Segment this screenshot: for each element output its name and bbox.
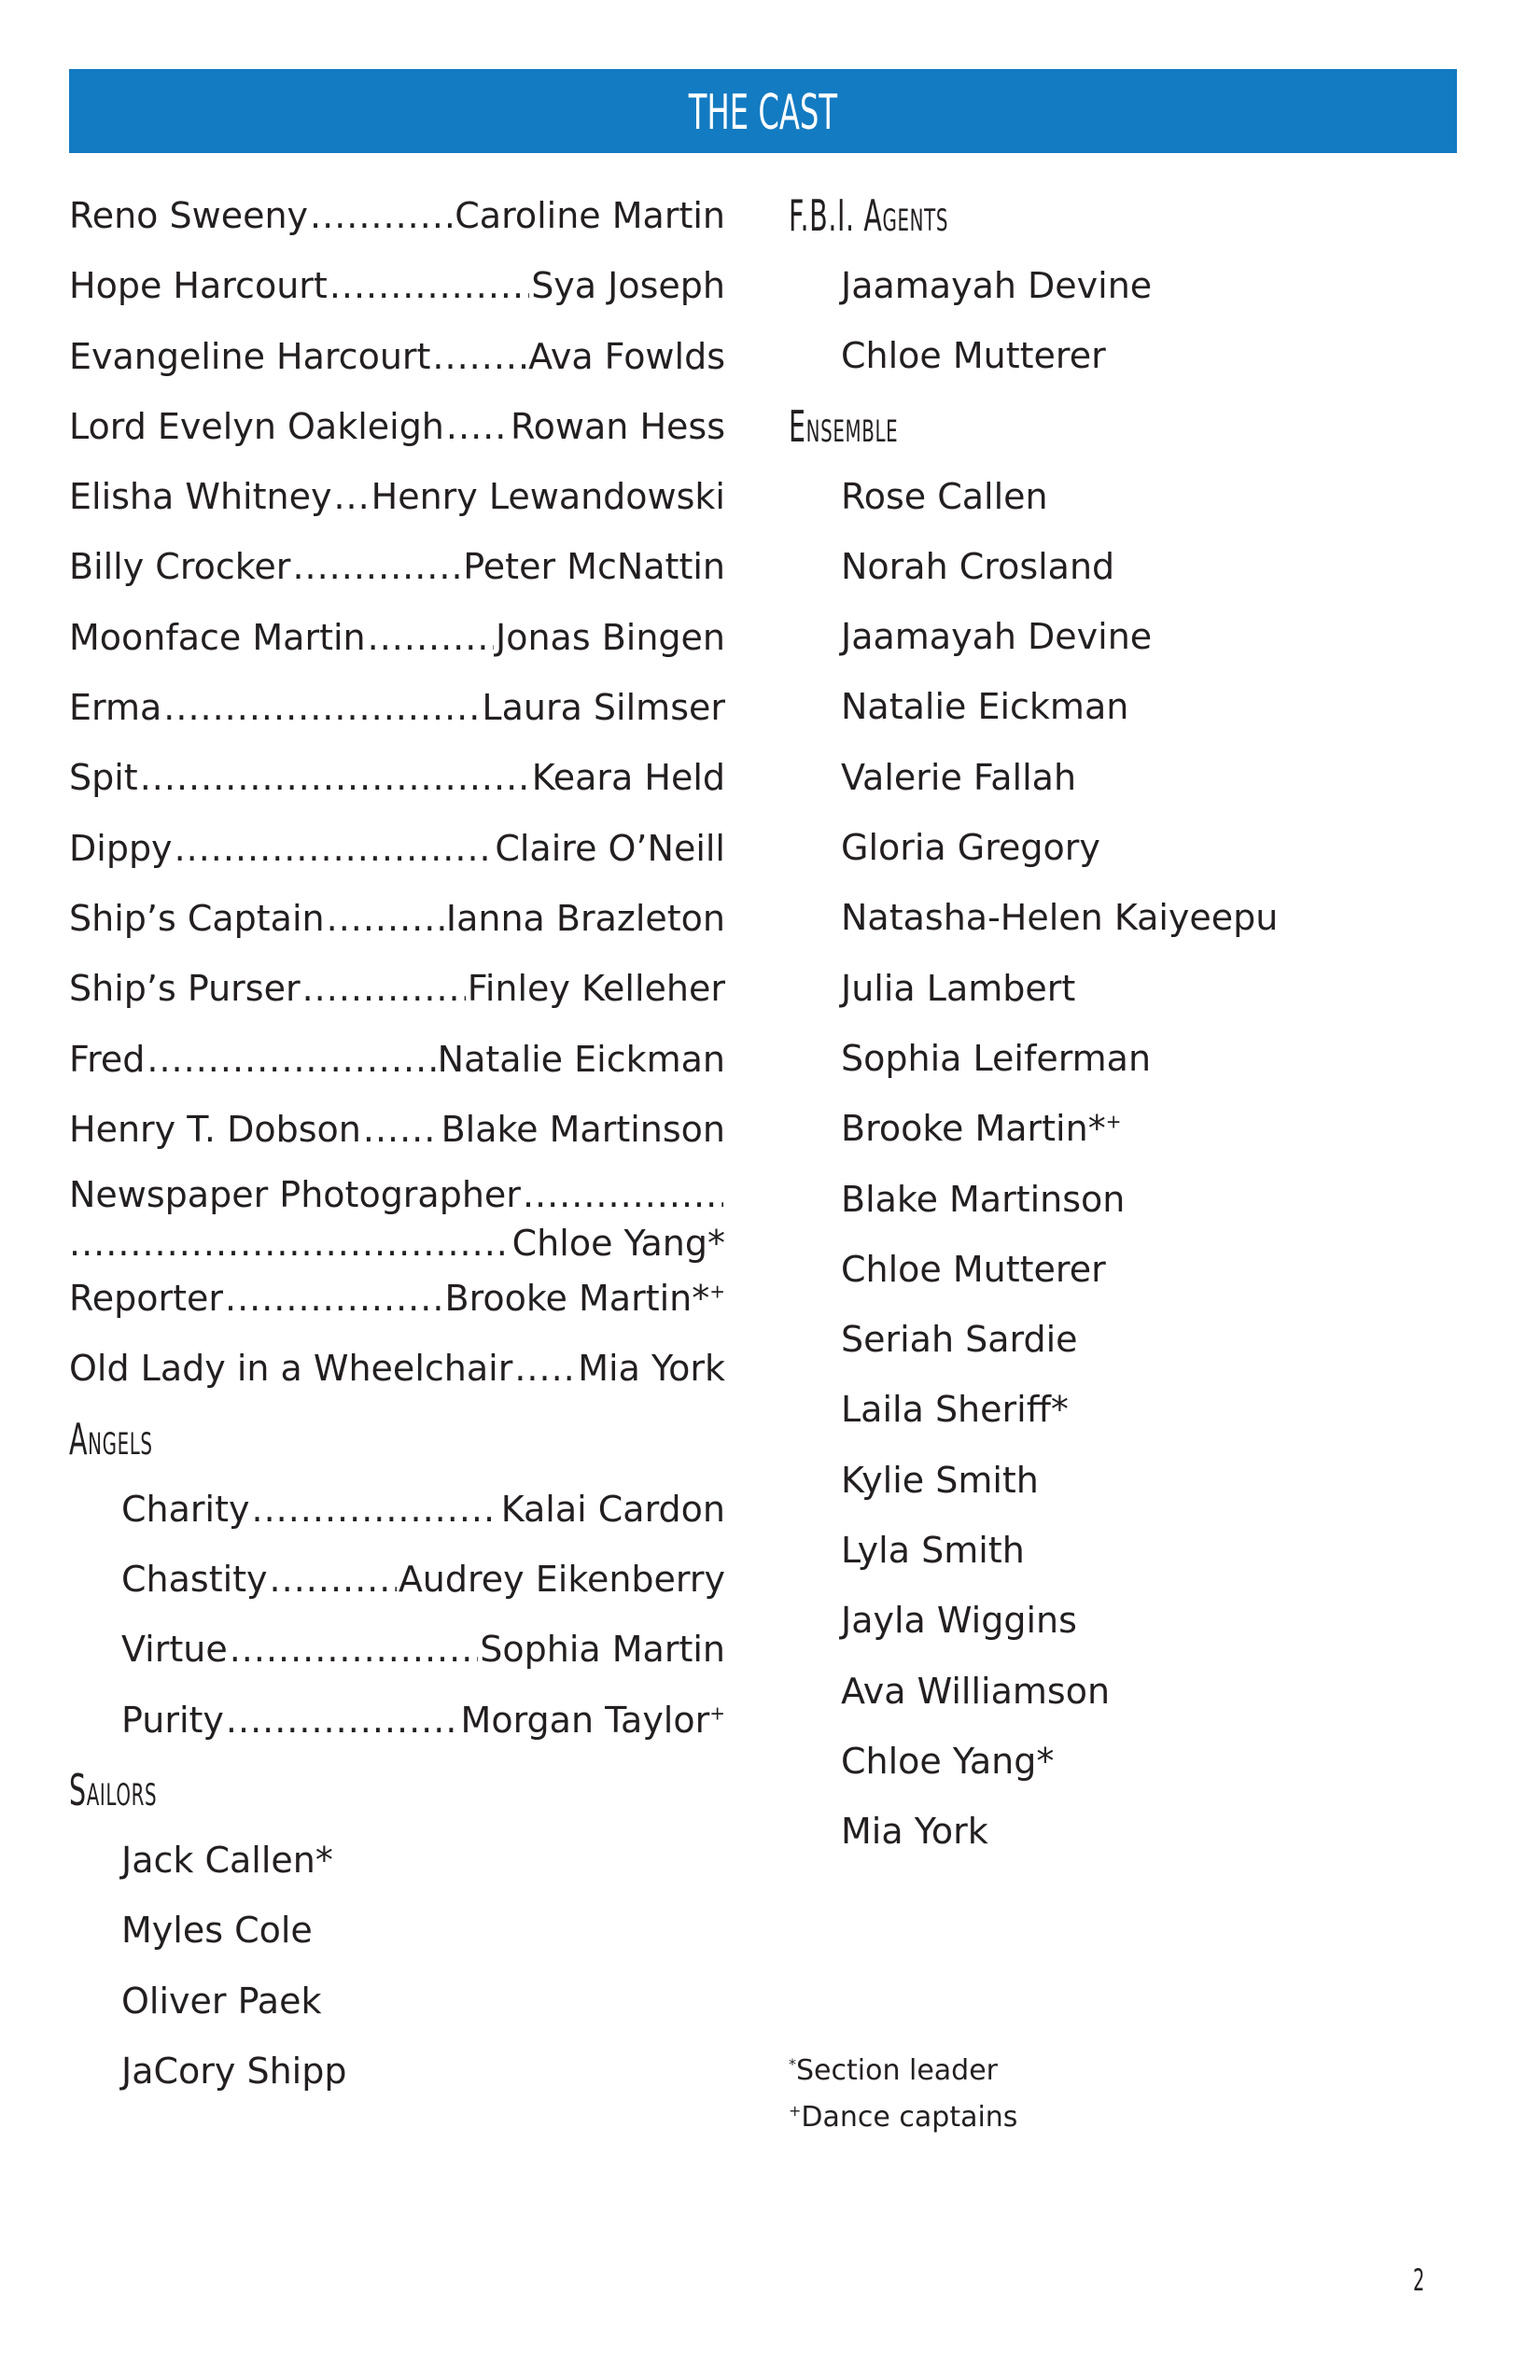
role-name: Old Lady in a Wheelchair [69, 1348, 513, 1390]
cast-row [69, 1339, 725, 1409]
dance-captain-mark: + [709, 1701, 725, 1724]
role-name: Ship’s Purser [69, 968, 301, 1010]
actor-name: Ava Fowlds [528, 335, 725, 377]
dot-leader [310, 187, 453, 245]
cast-row [69, 257, 725, 327]
dot-leader [523, 1170, 723, 1219]
actor-name: Peter McNattin [463, 546, 725, 588]
cast-title-banner [69, 69, 1457, 153]
section-heading-fbi-agents: F.B.I. Agents [789, 190, 949, 241]
cast-row [69, 889, 725, 959]
cast-row [69, 1269, 725, 1339]
footnotes [789, 2044, 1017, 2137]
dot-leader [292, 538, 461, 595]
member-name: Mia York [841, 1811, 988, 1853]
member-name: Myles Cole [121, 1910, 313, 1952]
dance-captain-mark: + [1105, 1110, 1122, 1133]
member-name: Blake Martinson [841, 1178, 1126, 1220]
actor-name: Audrey Eikenberry [398, 1559, 725, 1601]
actor-name: Laura Silmser [482, 687, 725, 729]
cast-row [69, 187, 725, 257]
member-name: Sophia Leiferman [841, 1037, 1152, 1079]
actor-name: Chloe Yang* [511, 1223, 725, 1265]
cast-row [69, 1030, 725, 1100]
actor-name: Kalai Cardon [500, 1488, 725, 1530]
role-name: Henry T. Dobson [69, 1108, 361, 1150]
dot-leader [302, 959, 466, 1017]
cast-row [69, 819, 725, 889]
dance-captain-mark: + [709, 1280, 725, 1303]
role-name: Reporter [69, 1278, 223, 1320]
actor-name: Keara Held [531, 757, 725, 799]
actor-name: Ianna Brazleton [445, 897, 725, 939]
member-name: Laila Sheriff* [841, 1389, 1069, 1431]
role-name: Ship’s Captain [69, 897, 325, 939]
dot-leader [327, 889, 444, 947]
section-heading-angels: Angels [69, 1413, 153, 1464]
footnote-text: Section leader [796, 2054, 999, 2087]
role-name: Erma [69, 687, 162, 729]
member-name: JaCory Shipp [121, 2050, 347, 2092]
member-name: Brooke Martin*+ [841, 1108, 1122, 1150]
sailors-list [69, 1831, 725, 2112]
footnote-mark: + [789, 2102, 802, 2120]
member-name: Rose Callen [841, 475, 1048, 517]
actor-name: Jonas Bingen [496, 616, 725, 658]
role-name: Chastity [121, 1559, 268, 1601]
member-name: Gloria Gregory [841, 827, 1100, 869]
actor-name: Rowan Hess [510, 405, 725, 447]
member-name: Seriah Sardie [841, 1319, 1078, 1361]
cast-row [69, 1691, 725, 1761]
footnote-text: Dance captains [801, 2101, 1018, 2134]
role-name: Charity [121, 1488, 250, 1530]
member-name: Chloe Mutterer [841, 335, 1106, 377]
role-name: Moonface Martin [69, 616, 366, 658]
cast-row [69, 959, 725, 1029]
dot-leader [446, 398, 509, 455]
dot-leader [163, 679, 480, 736]
role-name: Evangeline Harcourt [69, 335, 431, 377]
member-name: Kylie Smith [841, 1459, 1039, 1501]
actor-name: Henry Lewandowski [371, 476, 725, 518]
member-name: Norah Crosland [841, 545, 1115, 587]
dot-leader [175, 819, 494, 877]
role-name: Dippy [69, 827, 173, 869]
footnote-dance-captains [789, 2091, 1017, 2137]
actor-name: Blake Martinson [441, 1108, 725, 1150]
section-heading-ensemble: Ensemble [789, 400, 899, 452]
actor-name: Sya Joseph [531, 265, 725, 307]
cast-row [69, 1480, 725, 1550]
footnote-section-leader [789, 2044, 1017, 2091]
dot-leader [432, 328, 526, 385]
role-name: Elisha Whitney [69, 476, 332, 518]
cast-row [69, 749, 725, 819]
member-name: Natalie Eickman [841, 686, 1129, 728]
cast-row [69, 328, 725, 398]
member-name: Chloe Yang* [841, 1740, 1055, 1782]
actor-name: Morgan Taylor+ [460, 1699, 725, 1741]
dot-leader [329, 257, 529, 315]
dot-leader [225, 1269, 443, 1327]
member-name: Chloe Mutterer [841, 1248, 1106, 1290]
dot-leader [147, 1030, 435, 1088]
angels-list [69, 1480, 725, 1761]
role-name: Virtue [121, 1629, 228, 1671]
role-name: Fred [69, 1038, 146, 1080]
principal-roles-list-continued [69, 1269, 725, 1410]
principal-roles-list [69, 187, 725, 1170]
member-name: Jayla Wiggins [841, 1600, 1077, 1642]
cast-row [69, 538, 725, 608]
dot-leader [140, 749, 530, 806]
member-name: Valerie Fallah [841, 756, 1077, 798]
page-title: THE CAST [688, 85, 838, 141]
dot-leader [368, 609, 494, 666]
role-name: Lord Evelyn Oakleigh [69, 405, 444, 447]
cast-row [69, 1620, 725, 1690]
dot-leader [363, 1100, 440, 1158]
actor-name: Mia York [578, 1348, 725, 1390]
dot-leader [69, 1219, 511, 1267]
cast-row [69, 398, 725, 468]
member-name: Lyla Smith [841, 1530, 1025, 1572]
role-name: Purity [121, 1699, 224, 1741]
page-number: 2 [1413, 2262, 1425, 2298]
actor-name: Finley Kelleher [467, 968, 725, 1010]
cast-row [69, 1100, 725, 1170]
cast-row [69, 468, 725, 538]
role-name: Hope Harcourt [69, 265, 328, 307]
member-name: Jaamayah Devine [841, 265, 1153, 306]
actor-name: Sophia Martin [480, 1629, 725, 1671]
dot-leader [333, 468, 369, 525]
cast-row [69, 1550, 725, 1620]
ensemble-list [789, 468, 1442, 1873]
dot-leader [226, 1691, 459, 1749]
section-heading-sailors: Sailors [69, 1764, 158, 1815]
fbi-agents-list [789, 257, 1442, 398]
actor-name: Brooke Martin*+ [444, 1278, 725, 1320]
right-column [789, 187, 1442, 1873]
left-column [69, 187, 725, 2112]
cast-row [69, 679, 725, 749]
dot-leader [230, 1620, 479, 1678]
role-name: Billy Crocker [69, 546, 291, 588]
role-name: Spit [69, 757, 138, 799]
actor-name: Natalie Eickman [437, 1038, 725, 1080]
dot-leader [270, 1550, 397, 1608]
cast-row-photographer [69, 1170, 725, 1269]
footnote-mark: * [789, 2055, 796, 2073]
member-name: Julia Lambert [841, 967, 1076, 1009]
dot-leader [514, 1339, 576, 1397]
actor-name: Claire O’Neill [495, 827, 725, 869]
role-name: Reno Sweeny [69, 195, 309, 236]
member-name: Jack Callen* [121, 1839, 333, 1881]
member-name: Jaamayah Devine [841, 616, 1153, 658]
actor-name: Caroline Martin [455, 195, 725, 236]
member-name: Ava Williamson [841, 1670, 1111, 1712]
member-name: Natasha-Helen Kaiyeepu [841, 897, 1279, 939]
cast-row [69, 609, 725, 679]
member-name: Oliver Paek [121, 1980, 322, 2022]
dot-leader [251, 1480, 498, 1538]
role-name: Newspaper Photographer [69, 1174, 521, 1216]
